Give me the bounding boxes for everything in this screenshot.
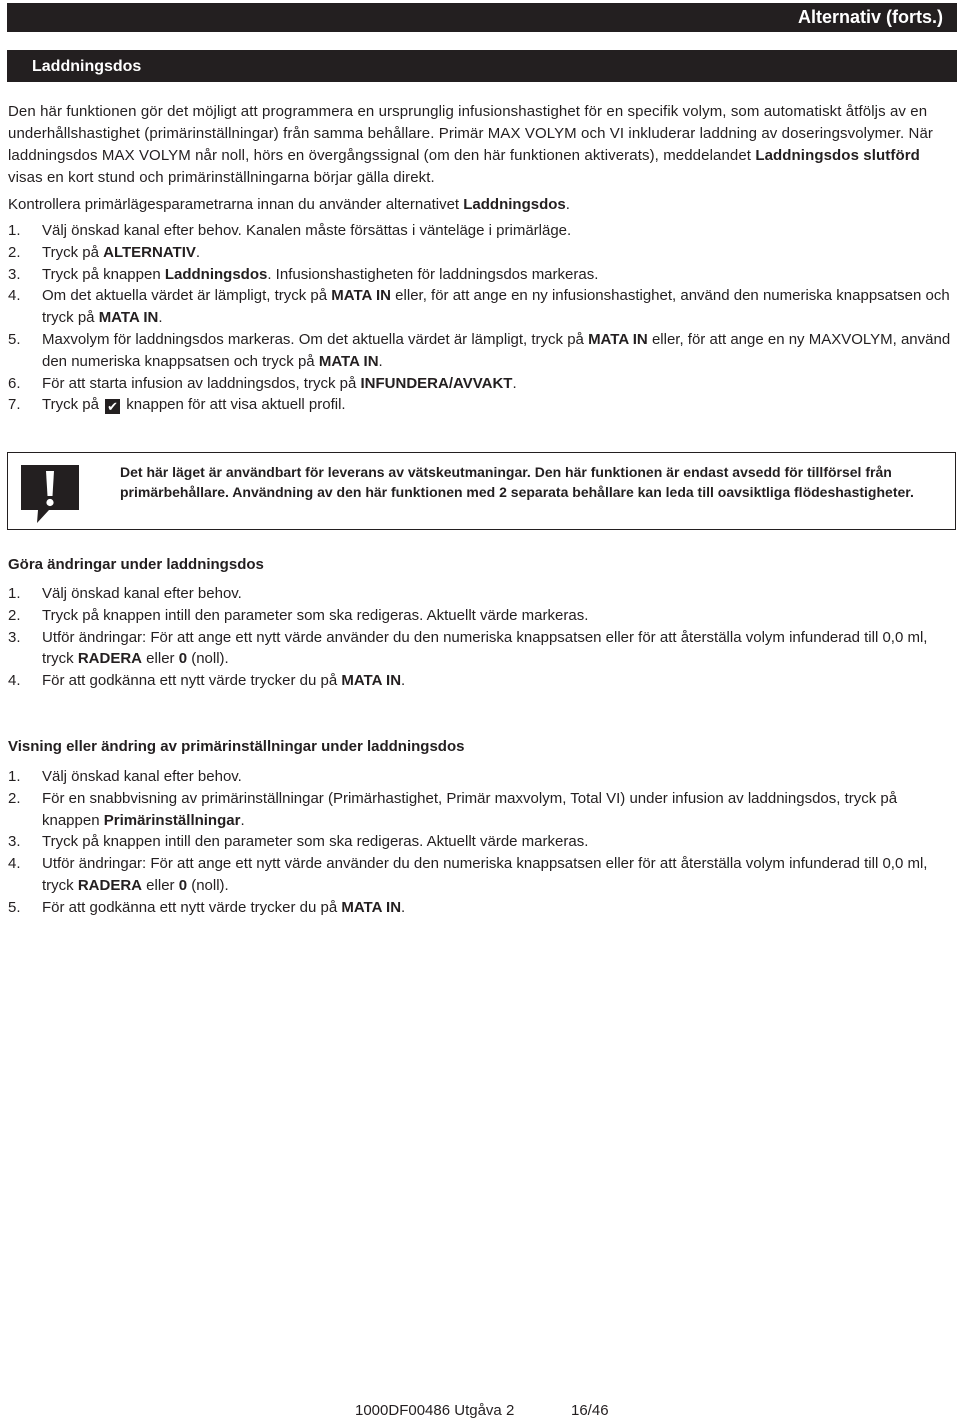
intro-text: Den här funktionen gör det möjligt att programmera en ursprunglig infusionshastighet för en specifik volym, som automatiskt åtföljs av en underhållshastighet (primärinställningar) från samma behållare. Primär MAX VOLYM och VI inkluderar laddning av doseringsvolymer. När laddningsdos MAX VOLYM når noll, hörs en övergångssignal (om den här funktionen aktiverats), meddelandet	[8, 103, 933, 164]
step-bold: RADERA	[77, 876, 143, 894]
step-number: 5.	[8, 330, 21, 348]
list-item	[8, 583, 953, 605]
list-item	[8, 605, 953, 627]
step-number: 4.	[8, 287, 21, 305]
step-text: Om det aktuella värdet är lämpligt, tryck på	[42, 287, 332, 305]
list-item	[8, 394, 953, 416]
step-text: .	[195, 243, 201, 261]
step-text: .	[240, 811, 245, 829]
step-bold: Laddningsdos	[164, 265, 268, 283]
header-bar	[7, 3, 957, 32]
list-item	[8, 220, 953, 242]
step-number: 7.	[8, 396, 21, 414]
step-text: knappen för att visa aktuell profil.	[122, 396, 346, 414]
step-text: För att godkänna ett nytt värde trycker du på	[42, 898, 342, 916]
list-item	[8, 853, 953, 897]
step-text: .	[401, 672, 406, 690]
step-bold: MATA IN	[98, 309, 159, 327]
list-item	[8, 670, 953, 692]
step-text: Tryck på knappen	[42, 265, 165, 283]
step-bold: 0	[178, 876, 188, 894]
step-number: 4.	[8, 672, 21, 690]
checkmark-key-icon: ✔	[105, 399, 120, 414]
step-bold: RADERA	[77, 650, 143, 668]
step-bold: 0	[178, 650, 188, 668]
step-text: .	[401, 898, 406, 916]
step-number: 2.	[8, 606, 21, 624]
list-item	[8, 264, 953, 286]
step-bold: MATA IN	[318, 352, 379, 370]
step-text: . Infusionshastigheten för laddningsdos markeras.	[267, 265, 599, 283]
step-number: 3.	[8, 833, 21, 851]
list-item	[8, 831, 953, 853]
step-text: Välj önskad kanal efter behov. Kanalen måste försättas i vänteläge i primärläge.	[42, 222, 572, 239]
step-text: Utför ändringar: För att ange ett nytt värde använder du den numeriska knappsatsen eller för att återställa volym infunderad till 0,0 ml, tryck	[42, 628, 928, 668]
list-item	[8, 627, 953, 671]
step-text: Tryck på knappen intill den parameter som ska redigeras. Aktuellt värde markeras.	[42, 833, 589, 851]
step-text: (noll).	[187, 876, 229, 894]
step-bold: ALTERNATIV	[103, 243, 196, 261]
step-bold: MATA IN	[341, 672, 402, 690]
step-text: eller	[142, 876, 179, 894]
section-bar	[7, 50, 957, 82]
step-number: 1.	[8, 222, 21, 239]
step-bold: INFUNDERA/AVVAKT	[360, 374, 513, 392]
check-bold-term: Laddningsdos	[463, 196, 566, 213]
footer-document-code: 1000DF00486 Utgåva 2	[355, 1402, 515, 1419]
step-number: 1.	[8, 768, 21, 785]
section-title: Laddningsdos	[32, 58, 142, 75]
step-number: 3.	[8, 265, 21, 283]
section-heading-changes: Göra ändringar under laddningsdos	[8, 556, 264, 573]
step-text: För en snabbvisning av primärinställningar (Primärhastighet, Primär maxvolym, Total VI) under infusion av laddningsdos, tryck på knappen	[42, 789, 898, 829]
check-text-end: .	[565, 196, 570, 213]
step-bold: MATA IN	[588, 330, 648, 348]
step-text: eller	[142, 650, 179, 668]
intro-bold-term: Laddningsdos slutförd	[755, 147, 920, 164]
step-number: 2.	[8, 789, 21, 807]
step-text: (noll).	[187, 650, 229, 668]
step-text: Välj önskad kanal efter behov.	[42, 585, 242, 602]
step-text: Tryck på knappen intill den parameter som ska redigeras. Aktuellt värde markeras.	[42, 606, 589, 624]
step-number: 1.	[8, 585, 21, 602]
warning-box	[7, 452, 956, 530]
step-number: 3.	[8, 628, 21, 646]
steps-list-changes	[8, 583, 953, 692]
warning-text: Det här läget är användbart för leverans av vätskeutmaningar. Den här funktionen är endast avsedd för tillförsel från primärbehållare. Användning av den här funktionen med 2 separata behållare kan leda till oavsiktliga flödeshastigheter.	[120, 464, 914, 500]
step-number: 5.	[8, 898, 21, 916]
step-text: .	[378, 352, 383, 370]
step-text: För att godkänna ett nytt värde trycker du på	[42, 672, 342, 690]
list-item	[8, 329, 953, 373]
page-header-title: Alternativ (forts.)	[797, 7, 943, 27]
step-text: eller, för att ange en ny infusionshastighet, använd den numeriska knappsatsen och tryck på	[42, 287, 950, 327]
step-text: Utför ändringar: För att ange ett nytt värde använder du den numeriska knappsatsen eller för att återställa volym infunderad till 0,0 ml, tryck	[42, 855, 928, 894]
step-number: 2.	[8, 243, 21, 261]
intro-paragraph	[8, 101, 953, 189]
list-item	[8, 285, 953, 329]
step-text: .	[512, 374, 517, 392]
steps-list-primary-settings	[8, 766, 953, 919]
steps-list-laddningsdos	[8, 220, 953, 416]
step-text: Maxvolym för laddningsdos markeras. Om det aktuella värdet är lämpligt, tryck på	[42, 330, 589, 348]
footer-page-number: 16/46	[571, 1402, 609, 1419]
section-heading-primary-settings: Visning eller ändring av primärinställningar under laddningsdos	[8, 738, 465, 755]
step-number: 6.	[8, 374, 21, 392]
step-text: För att starta infusion av laddningsdos, tryck på	[42, 374, 361, 392]
list-item	[8, 242, 953, 264]
check-paragraph	[8, 194, 953, 216]
step-bold: MATA IN	[341, 898, 402, 916]
step-bold: MATA IN	[331, 287, 392, 305]
list-item	[8, 897, 953, 919]
step-text: Tryck på	[42, 396, 104, 414]
exclamation-speech-icon	[17, 462, 83, 526]
step-text: Välj önskad kanal efter behov.	[42, 768, 242, 785]
list-item	[8, 766, 953, 788]
list-item	[8, 788, 953, 832]
step-text: eller, för att ange en ny MAXVOLYM, använd den numeriska knappsatsen och tryck på	[42, 330, 951, 370]
step-text: .	[158, 309, 163, 327]
step-bold: Primärinställningar	[103, 811, 241, 829]
step-text: Tryck på	[42, 243, 104, 261]
intro-text-end: visas en kort stund och primärinställningarna börjar gälla direkt.	[8, 169, 435, 186]
check-text: Kontrollera primärlägesparametrarna innan du använder alternativet	[8, 196, 464, 213]
step-number: 4.	[8, 855, 21, 873]
list-item	[8, 373, 953, 395]
